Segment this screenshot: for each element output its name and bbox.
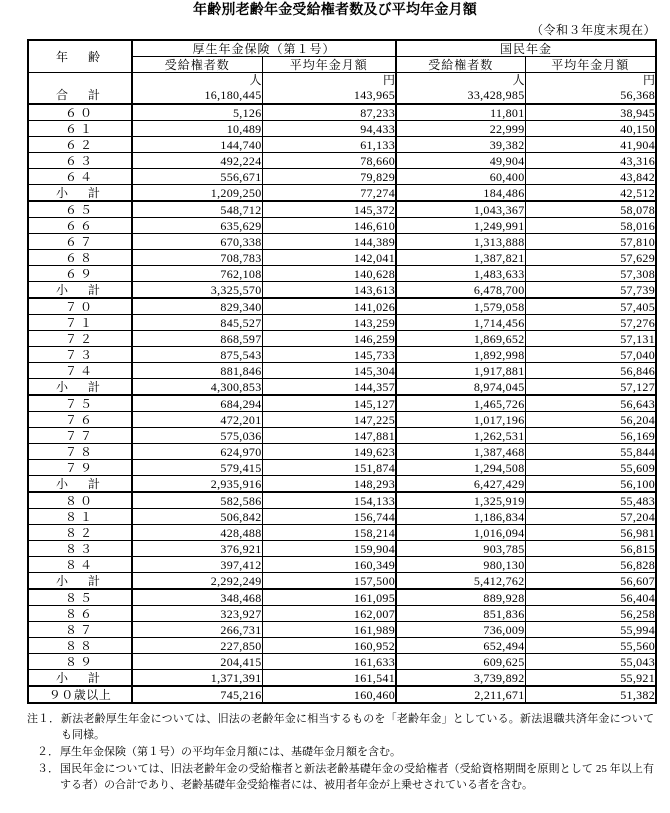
cell-kokumin-amount: 55,043 [525,654,656,670]
cell-kokumin-amount: 56,828 [525,557,656,573]
cell-kokumin-amount: 42,512 [525,185,656,202]
cell-kokumin-amount: 56,643 [525,395,656,412]
cell-kosei-count: 624,970 [132,444,262,460]
cell-kosei-amount: 147,225 [262,412,396,428]
cell-kosei-count: 3,325,570 [132,282,262,299]
cell-kosei-count: 670,338 [132,234,262,250]
header-scheme-kokumin: 国民年金 [396,40,656,57]
cell-kosei-count: 144,740 [132,137,262,153]
cell-kosei-amount: 145,372 [262,201,396,218]
cell-kokumin-amount: 56,607 [525,573,656,590]
row-label-age: ６８ [28,250,132,266]
table-row-age [28,137,656,153]
cell-kosei-count: 1,371,391 [132,670,262,687]
cell-kosei-count: 2,935,916 [132,476,262,493]
row-label-subtotal: 小 計 [28,282,132,299]
table-row-age [28,557,656,573]
cell-kosei-amount: 159,904 [262,541,396,557]
cell-kokumin-count: 6,478,700 [396,282,525,299]
cell-kokumin-amount: 41,904 [525,137,656,153]
cell-kokumin-amount: 55,844 [525,444,656,460]
table-row-age [28,606,656,622]
row-label-age: ８９ [28,654,132,670]
cell-kosei-amount: 145,304 [262,363,396,379]
cell-total-kosei-count: 16,180,445 [132,87,262,104]
table-header [28,40,656,73]
cell-kosei-amount: 143,259 [262,315,396,331]
cell-kokumin-amount: 57,405 [525,298,656,315]
cell-kosei-amount: 160,460 [262,686,396,703]
cell-kokumin-count: 1,387,468 [396,444,525,460]
cell-kosei-count: 5,126 [132,104,262,121]
cell-kokumin-amount: 56,981 [525,525,656,541]
cell-kosei-amount: 145,127 [262,395,396,412]
cell-kosei-count: 829,340 [132,298,262,315]
table-row-total [28,87,656,104]
unit-kokumin-amount: 円 [525,73,656,88]
table-row-subtotal [28,476,656,493]
cell-kokumin-amount: 55,560 [525,638,656,654]
cell-kokumin-count: 1,579,058 [396,298,525,315]
table-row-age [28,363,656,379]
cell-kokumin-count: 39,382 [396,137,525,153]
cell-kokumin-amount: 57,040 [525,347,656,363]
cell-kosei-amount: 87,233 [262,104,396,121]
cell-kokumin-count: 2,211,671 [396,686,525,703]
statistics-table-container [0,39,670,704]
cell-kokumin-count: 1,313,888 [396,234,525,250]
table-row-age [28,444,656,460]
table-row-age [28,509,656,525]
row-label-age: ８０ [28,492,132,509]
cell-kokumin-amount: 57,739 [525,282,656,299]
cell-kokumin-count: 1,387,821 [396,250,525,266]
table-row-age [28,169,656,185]
row-label-age: ８７ [28,622,132,638]
table-row-age [28,622,656,638]
cell-kokumin-count: 1,325,919 [396,492,525,509]
row-label-age: ６７ [28,234,132,250]
cell-kosei-amount: 161,541 [262,670,396,687]
cell-kosei-count: 881,846 [132,363,262,379]
cell-kosei-count: 492,224 [132,153,262,169]
cell-kosei-count: 1,209,250 [132,185,262,202]
cell-kosei-amount: 148,293 [262,476,396,493]
table-row-age [28,104,656,121]
table-row-subtotal [28,379,656,396]
table-row-final [28,686,656,703]
cell-kosei-amount: 158,214 [262,525,396,541]
cell-kosei-amount: 142,041 [262,250,396,266]
cell-kosei-count: 397,412 [132,557,262,573]
cell-kokumin-amount: 58,016 [525,218,656,234]
cell-kokumin-amount: 55,483 [525,492,656,509]
header-metric-kokumin-amount: 平均年金月額 [525,57,656,73]
cell-kosei-count: 684,294 [132,395,262,412]
header-metric-kosei-amount: 平均年金月額 [262,57,396,73]
unit-kokumin-count: 人 [396,73,525,88]
header-age: 年 齢 [28,40,132,73]
cell-kokumin-count: 1,869,652 [396,331,525,347]
cell-kosei-amount: 77,274 [262,185,396,202]
cell-kosei-amount: 146,610 [262,218,396,234]
row-label-age: ８５ [28,589,132,606]
cell-kosei-count: 548,712 [132,201,262,218]
footnote-text: 厚生年金保険（第１号）の平均年金月額には、基礎年金月額を含む。 [60,745,401,758]
row-label-subtotal: 小 計 [28,185,132,202]
row-label-subtotal: 小 計 [28,476,132,493]
row-label-age: ８８ [28,638,132,654]
row-label-age: ７３ [28,347,132,363]
cell-kokumin-count: 1,294,508 [396,460,525,476]
cell-kosei-amount: 78,660 [262,153,396,169]
row-label-age: ６１ [28,121,132,137]
row-label-age: ６６ [28,218,132,234]
cell-kokumin-count: 5,412,762 [396,573,525,590]
row-label-age: ８４ [28,557,132,573]
table-row-age [28,121,656,137]
cell-kosei-count: 575,036 [132,428,262,444]
as-of-caption: （令和３年度末現在） [530,23,656,37]
footnote-marker: ３． [37,762,59,775]
row-label-age: ７９ [28,460,132,476]
cell-kokumin-amount: 56,204 [525,412,656,428]
table-row-age [28,250,656,266]
cell-kosei-amount: 151,874 [262,460,396,476]
cell-kokumin-amount: 51,382 [525,686,656,703]
cell-kokumin-count: 1,017,196 [396,412,525,428]
cell-kosei-amount: 143,613 [262,282,396,299]
cell-kokumin-count: 8,974,045 [396,379,525,396]
cell-kosei-count: 845,527 [132,315,262,331]
header-scheme-kosei: 厚生年金保険（第１号） [132,40,396,57]
cell-kosei-amount: 141,026 [262,298,396,315]
cell-kokumin-amount: 57,127 [525,379,656,396]
row-label-90-and-over: ９０歳以上 [28,686,132,703]
cell-kosei-amount: 145,733 [262,347,396,363]
cell-kosei-amount: 154,133 [262,492,396,509]
cell-kosei-count: 875,543 [132,347,262,363]
table-body [28,73,656,704]
cell-kokumin-count: 3,739,892 [396,670,525,687]
row-label-age: ７０ [28,298,132,315]
row-label-age: ７２ [28,331,132,347]
cell-kosei-amount: 94,433 [262,121,396,137]
cell-kokumin-count: 1,714,456 [396,315,525,331]
cell-kokumin-count: 980,130 [396,557,525,573]
cell-total-kosei-amount: 143,965 [262,87,396,104]
cell-kosei-amount: 61,133 [262,137,396,153]
cell-kosei-amount: 160,349 [262,557,396,573]
row-label-age: ７６ [28,412,132,428]
cell-kokumin-count: 60,400 [396,169,525,185]
cell-kosei-count: 204,415 [132,654,262,670]
table-row-subtotal [28,282,656,299]
table-row-subtotal [28,185,656,202]
row-label-subtotal: 小 計 [28,573,132,590]
cell-kokumin-count: 1,892,998 [396,347,525,363]
table-row-age [28,589,656,606]
footnote-2 [27,745,654,761]
table-row-age [28,541,656,557]
cell-kokumin-amount: 56,815 [525,541,656,557]
cell-kokumin-amount: 57,308 [525,266,656,282]
cell-kosei-count: 323,927 [132,606,262,622]
cell-kosei-count: 868,597 [132,331,262,347]
row-label-age: ７８ [28,444,132,460]
cell-kosei-amount: 157,500 [262,573,396,590]
footnote-3 [27,762,654,794]
row-label-age: ８１ [28,509,132,525]
cell-kokumin-amount: 55,921 [525,670,656,687]
table-row-age [28,298,656,315]
table-row-age [28,266,656,282]
cell-kosei-amount: 140,628 [262,266,396,282]
cell-kosei-count: 472,201 [132,412,262,428]
cell-kosei-amount: 144,389 [262,234,396,250]
cell-kokumin-amount: 56,169 [525,428,656,444]
cell-kosei-count: 4,300,853 [132,379,262,396]
cell-kokumin-count: 1,465,726 [396,395,525,412]
row-label-age: ６９ [28,266,132,282]
cell-kosei-count: 227,850 [132,638,262,654]
cell-kosei-count: 745,216 [132,686,262,703]
footnote-text: 新法老齢厚生年金については、旧法の老齢年金に相当するものを「老齢年金」としている。新法退職共済年金についても同様。 [61,713,654,741]
cell-kokumin-count: 903,785 [396,541,525,557]
row-label-age: ７５ [28,395,132,412]
cell-kokumin-count: 1,043,367 [396,201,525,218]
cell-kosei-count: 2,292,249 [132,573,262,590]
cell-kosei-count: 556,671 [132,169,262,185]
table-row-age [28,153,656,169]
cell-kosei-amount: 161,095 [262,589,396,606]
cell-kokumin-count: 652,494 [396,638,525,654]
row-label-age: ６２ [28,137,132,153]
cell-kokumin-count: 889,928 [396,589,525,606]
row-label-age: ７４ [28,363,132,379]
row-label-age: ６０ [28,104,132,121]
cell-kosei-amount: 149,623 [262,444,396,460]
table-row-age [28,428,656,444]
cell-kokumin-amount: 57,629 [525,250,656,266]
statistics-table [27,39,657,704]
header-row-scheme [28,40,656,57]
footnote-marker: ２． [37,745,59,758]
cell-kokumin-amount: 43,842 [525,169,656,185]
as-of-caption-row [0,22,670,39]
table-row-age [28,525,656,541]
unit-row-age-blank [28,73,132,88]
row-label-age: ８２ [28,525,132,541]
table-row-age [28,347,656,363]
header-metric-kosei-count: 受給権者数 [132,57,262,73]
cell-kosei-count: 428,488 [132,525,262,541]
cell-total-kokumin-count: 33,428,985 [396,87,525,104]
footnote-marker: 注１． [27,713,60,725]
cell-kokumin-amount: 55,609 [525,460,656,476]
cell-kosei-amount: 161,633 [262,654,396,670]
table-row-age [28,460,656,476]
cell-kokumin-count: 22,999 [396,121,525,137]
cell-kokumin-count: 609,625 [396,654,525,670]
cell-kokumin-count: 736,009 [396,622,525,638]
page-title: 年齢別老齢年金受給権者数及び平均年金月額 [193,3,477,18]
cell-kosei-count: 579,415 [132,460,262,476]
cell-kokumin-amount: 55,994 [525,622,656,638]
cell-kosei-count: 376,921 [132,541,262,557]
cell-kosei-amount: 156,744 [262,509,396,525]
cell-kosei-amount: 162,007 [262,606,396,622]
row-label-subtotal: 小 計 [28,670,132,687]
cell-kosei-amount: 79,829 [262,169,396,185]
cell-kokumin-amount: 56,258 [525,606,656,622]
footnote-text: 国民年金については、旧法老齢年金の受給権者と新法老齢基礎年金の受給権者（受給資格期間を原則として 25 年以上有する者）の合計であり、老齢基礎年金受給権者には、被用者年金が上乗せされている者を含む。 [60,762,654,791]
cell-kokumin-amount: 57,810 [525,234,656,250]
footnotes [0,704,670,794]
cell-kokumin-count: 1,186,834 [396,509,525,525]
cell-kosei-count: 266,731 [132,622,262,638]
unit-row [28,73,656,88]
cell-kokumin-count: 6,427,429 [396,476,525,493]
row-label-age: ６５ [28,201,132,218]
cell-kosei-count: 582,586 [132,492,262,509]
cell-kokumin-amount: 56,100 [525,476,656,493]
table-row-age [28,638,656,654]
cell-kosei-amount: 161,989 [262,622,396,638]
cell-kokumin-amount: 38,945 [525,104,656,121]
cell-kokumin-amount: 43,316 [525,153,656,169]
cell-kokumin-count: 1,262,531 [396,428,525,444]
table-row-age [28,234,656,250]
cell-kokumin-amount: 56,404 [525,589,656,606]
cell-total-kokumin-amount: 56,368 [525,87,656,104]
header-metric-kokumin-count: 受給権者数 [396,57,525,73]
row-label-age: ８３ [28,541,132,557]
cell-kokumin-count: 49,904 [396,153,525,169]
cell-kosei-amount: 160,952 [262,638,396,654]
table-row-age [28,492,656,509]
table-row-age [28,315,656,331]
table-row-subtotal [28,670,656,687]
cell-kokumin-count: 851,836 [396,606,525,622]
table-row-age [28,654,656,670]
row-label-age: ７１ [28,315,132,331]
cell-kosei-count: 506,842 [132,509,262,525]
table-row-age [28,331,656,347]
cell-kokumin-amount: 57,276 [525,315,656,331]
row-label-age: ８６ [28,606,132,622]
cell-kokumin-count: 1,249,991 [396,218,525,234]
table-row-subtotal [28,573,656,590]
table-row-age [28,201,656,218]
cell-kokumin-count: 1,016,094 [396,525,525,541]
cell-kosei-count: 762,108 [132,266,262,282]
cell-kosei-amount: 146,259 [262,331,396,347]
cell-kokumin-amount: 57,204 [525,509,656,525]
row-label-age: ７７ [28,428,132,444]
cell-kokumin-count: 1,917,881 [396,363,525,379]
table-row-age [28,395,656,412]
row-label-age: ６４ [28,169,132,185]
cell-kosei-amount: 147,881 [262,428,396,444]
cell-kokumin-amount: 58,078 [525,201,656,218]
cell-kosei-amount: 144,357 [262,379,396,396]
cell-kokumin-count: 1,483,633 [396,266,525,282]
table-row-age [28,218,656,234]
unit-kosei-amount: 円 [262,73,396,88]
cell-kokumin-amount: 57,131 [525,331,656,347]
row-label-total: 合 計 [28,87,132,104]
cell-kokumin-count: 184,486 [396,185,525,202]
cell-kosei-count: 348,468 [132,589,262,606]
cell-kosei-count: 10,489 [132,121,262,137]
cell-kosei-count: 635,629 [132,218,262,234]
cell-kosei-count: 708,783 [132,250,262,266]
cell-kokumin-amount: 56,846 [525,363,656,379]
cell-kokumin-amount: 40,150 [525,121,656,137]
unit-kosei-count: 人 [132,73,262,88]
footnote-1 [27,712,654,744]
row-label-subtotal: 小 計 [28,379,132,396]
cell-kokumin-count: 11,801 [396,104,525,121]
table-row-age [28,412,656,428]
row-label-age: ６３ [28,153,132,169]
